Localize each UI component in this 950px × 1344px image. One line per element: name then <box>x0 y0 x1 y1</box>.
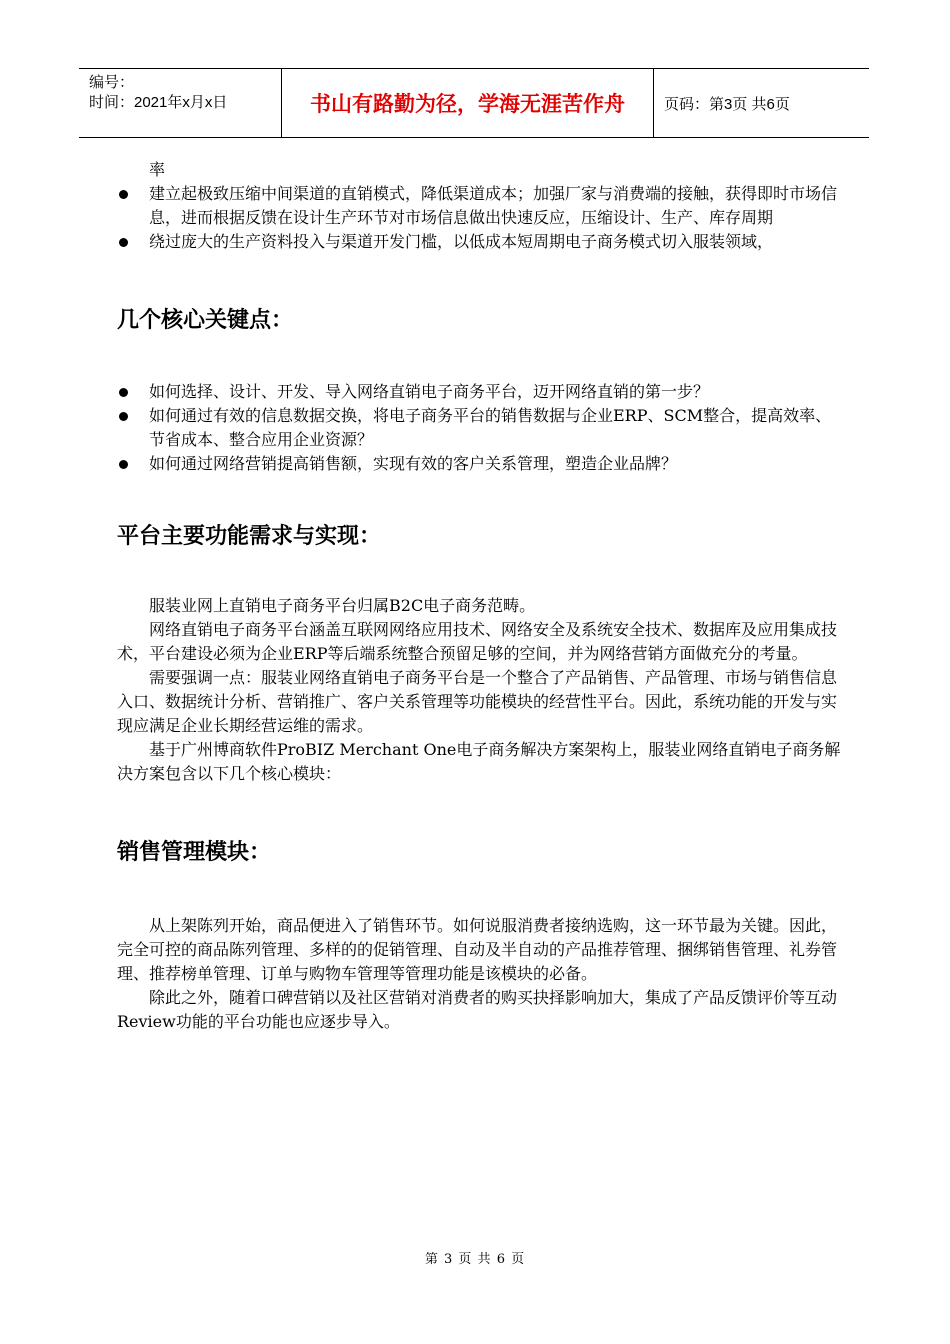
header-meta-cell <box>79 69 282 137</box>
paragraph: 服装业网上直销电子商务平台归属B2C电子商务范畴。 <box>149 596 536 615</box>
paragraph: 网络直销电子商务平台涵盖互联网网络应用技术、网络安全及系统安全技术、数据库及应用集成技术，平台建设必须为企业ERP等后端系统整合预留足够的空间，并为网络营销方面做充分的考量。 <box>117 620 838 663</box>
page-header <box>79 68 869 138</box>
header-motto: 书山有路勤为径，学海无涯苦作舟 <box>282 69 654 137</box>
paragraph: 基于广州博商软件ProBIZ Merchant One电子商务解决方案架构上，服装业网络直销电子商务解决方案包含以下几个核心模块： <box>117 740 841 783</box>
intro-bullet-list <box>117 182 842 254</box>
list-item: 绕过庞大的生产资料投入与渠道开发门槛，以低成本短周期电子商务模式切入服装领域， <box>117 230 842 254</box>
list-item: 如何选择、设计、开发、导入网络直销电子商务平台，迈开网络直销的第一步？ <box>117 380 842 404</box>
section-heading-platform-features: 平台主要功能需求与实现： <box>117 524 382 549</box>
header-page-number: 页码：第3页 共6页 <box>664 95 790 113</box>
list-item: 建立起极致压缩中间渠道的直销模式，降低渠道成本；加强厂家与消费端的接触，获得即时市场信息，进而根据反馈在设计生产环节对市场信息做出快速反应，压缩设计、生产、库存周期 <box>117 182 842 230</box>
list-item: 如何通过有效的信息数据交换，将电子商务平台的销售数据与企业ERP、SCM整合，提高效率、节省成本、整合应用企业资源？ <box>117 404 842 452</box>
document-body <box>117 158 842 1034</box>
paragraph: 需要强调一点：服装业网络直销电子商务平台是一个整合了产品销售、产品管理、市场与销售信息入口、数据统计分析、营销推广、客户关系管理等功能模块的经营性平台。因此，系统功能的开发与实现应满足企业长期经营运维的需求。 <box>117 668 838 735</box>
page-footer: 第 3 页 共 6 页 <box>424 1252 526 1267</box>
sales-module-text <box>117 914 842 1034</box>
paragraph: 除此之外，随着口碑营销以及社区营销对消费者的购买抉择影响加大，集成了产品反馈评价等互动Review功能的平台功能也应逐步导入。 <box>117 988 838 1031</box>
key-points-bullet-list <box>117 380 842 476</box>
paragraph: 从上架陈列开始，商品便进入了销售环节。如何说服消费者接纳选购，这一环节最为关键。因此，完全可控的商品陈列管理、多样的的促销管理、自动及半自动的产品推荐管理、捆绑销售管理、礼券管理、推荐榜单管理、订单与购物车管理等管理功能是该模块的必备。 <box>117 916 838 983</box>
document-date-label: 时间：2021年x月x日 <box>89 94 228 111</box>
section-heading-sales-module: 销售管理模块： <box>117 840 272 865</box>
continued-text: 率 <box>149 160 166 179</box>
section-heading-key-points: 几个核心关键点： <box>117 308 294 333</box>
document-number-label: 编号： <box>89 74 135 91</box>
platform-features-text <box>117 594 842 786</box>
list-item: 如何通过网络营销提高销售额，实现有效的客户关系管理，塑造企业品牌？ <box>117 452 842 476</box>
